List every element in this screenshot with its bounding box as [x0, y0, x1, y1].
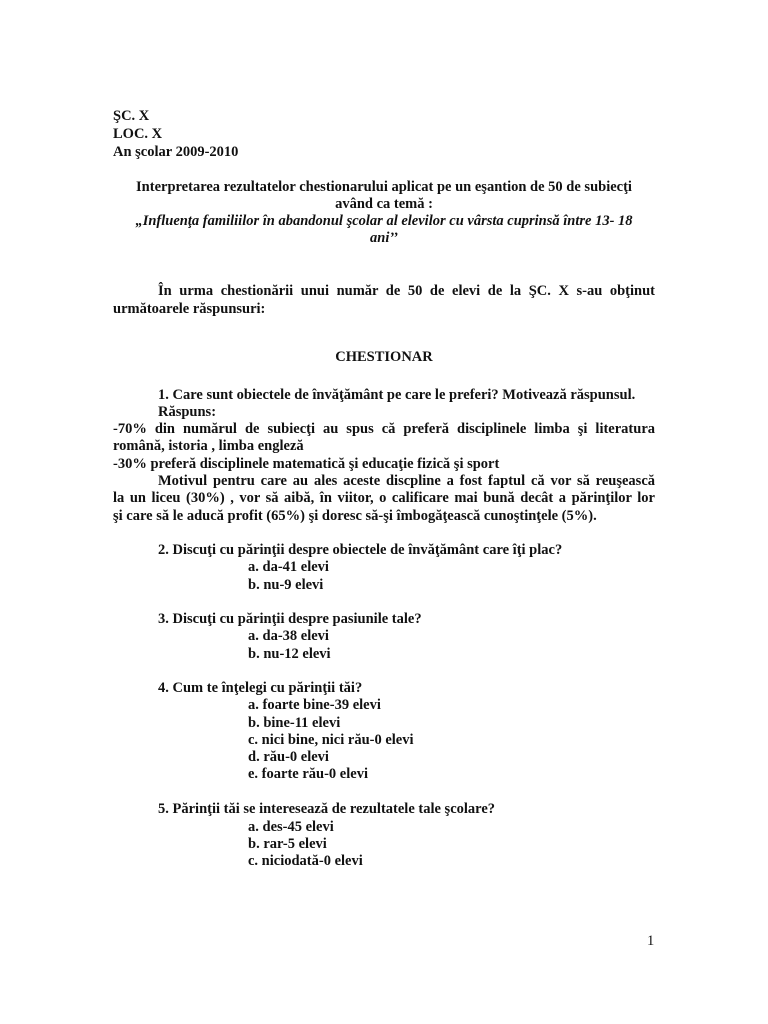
- locality: LOC. X: [113, 126, 163, 142]
- q5-option-b: b. rar-5 elevi: [248, 836, 327, 852]
- q4-question: 4. Cum te înţelegi cu părinţii tăi?: [158, 680, 363, 696]
- q4-option-e: e. foarte rău-0 elevi: [248, 766, 368, 782]
- q1-answer-2: -30% preferă disciplinele matematică şi educaţie fizică şi sport: [113, 456, 500, 472]
- intro-line-2: următoarele răspunsuri:: [113, 301, 266, 317]
- q4-option-a: a. foarte bine-39 elevi: [248, 697, 381, 713]
- q1-answer-label: Răspuns:: [158, 404, 217, 420]
- q5-option-a: a. des-45 elevi: [248, 819, 334, 835]
- document-title-line-1: Interpretarea rezultatelor chestionarului aplicat pe un eşantion de 50 de subiecţi: [136, 179, 632, 195]
- q1-answer-1-line-1: -70% din numărul de subiecţi au spus că preferă disciplinele limba şi literatura: [113, 421, 655, 437]
- section-title: CHESTIONAR: [335, 349, 433, 365]
- q2-option-b: b. nu-9 elevi: [248, 577, 324, 593]
- q1-question: 1. Care sunt obiectele de învăţământ pe care le preferi? Motivează răspunsul.: [158, 387, 636, 403]
- q4-option-c: c. nici bine, nici rău-0 elevi: [248, 732, 414, 748]
- intro-line-1: În urma chestionării unui număr de 50 de elevi de la ŞC. X s-au obţinut: [158, 283, 655, 299]
- page-number: 1: [647, 933, 655, 949]
- q1-answer-1-line-2: română, istoria , limba engleză: [113, 438, 304, 454]
- q2-option-a: a. da-41 elevi: [248, 559, 329, 575]
- q5-question: 5. Părinţii tăi se interesează de rezultatele tale şcolare?: [158, 801, 496, 817]
- q1-motive-line-3: şi care să le aducă profit (65%) şi doresc să-şi îmbogăţească cunoştinţele (5%).: [113, 508, 597, 524]
- school-name: ŞC. X: [113, 108, 150, 124]
- document-title-line-2: având ca temă :: [335, 196, 433, 212]
- q4-option-d: d. rău-0 elevi: [248, 749, 329, 765]
- q2-question: 2. Discuţi cu părinţii despre obiectele de învăţământ care îţi plac?: [158, 542, 563, 558]
- q3-option-b: b. nu-12 elevi: [248, 646, 331, 662]
- school-year: An şcolar 2009-2010: [113, 144, 239, 160]
- q3-question: 3. Discuţi cu părinţii despre pasiunile tale?: [158, 611, 422, 627]
- theme-line-2: ani’’: [370, 230, 398, 246]
- q4-option-b: b. bine-11 elevi: [248, 715, 341, 731]
- q1-motive-line-1: Motivul pentru care au ales aceste discpline a fost faptul că vor să reuşească: [158, 473, 655, 489]
- q3-option-a: a. da-38 elevi: [248, 628, 329, 644]
- q1-motive-line-2: la un liceu (30%) , vor să aibă, în viitor, o calificare mai bună decât a părinţilor lor: [113, 490, 655, 506]
- theme-line-1: „Influenţa familiilor în abandonul şcolar al elevilor cu vârsta cuprinsă între 13- 18: [135, 213, 633, 229]
- q5-option-c: c. niciodată-0 elevi: [248, 853, 363, 869]
